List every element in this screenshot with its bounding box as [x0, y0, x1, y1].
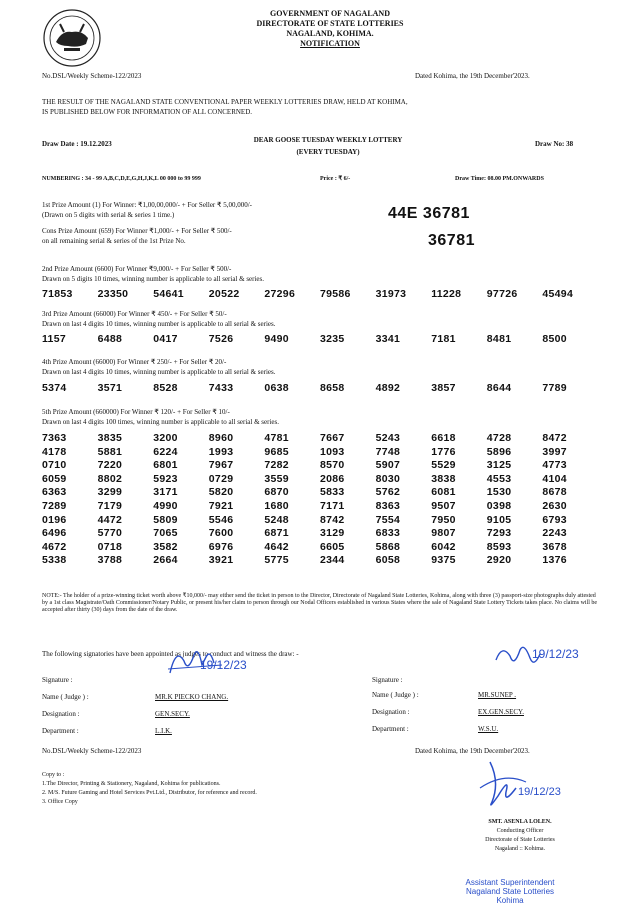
cons-prize-number: 36781	[428, 232, 475, 249]
note-text: NOTE:- The holder of a prize-winning ticket worth above ₹10,000/- may either send the ticket in person to the Director, Directorate of Nagaland State Lotteries, Kohima, along with three (3) passport-size photographs duly attested by a 1st class Magistrate/Oath Commissioner/Notary Public, or present his/her claim to person through our Nodal Officers established in various States where the sale of Nagaland State Lottery Tickets takes place. No claims will be accepted after thirty (30) days from the date of the draw.	[42, 593, 598, 613]
judge2-name-label: Name ( Judge ) :	[372, 691, 419, 699]
fifth-prize-number: 7950	[431, 513, 456, 526]
second-prize-numbers	[42, 288, 598, 300]
third-prize-number: 3235	[319, 333, 345, 345]
third-prize-number: 8500	[542, 333, 567, 345]
header-line3: NAGALAND, KOHIMA.	[286, 29, 374, 38]
fifth-prize-number: 5809	[153, 513, 178, 526]
footer-reference-number: No.DSL/Weekly Scheme-122/2023	[42, 747, 142, 755]
fifth-prize-number: 5529	[431, 459, 456, 472]
third-prize-line1: 3rd Prize Amount (66000) For Winner ₹ 450/- + For Seller ₹ 50/-	[42, 310, 227, 318]
fifth-prize-number: 1376	[542, 554, 567, 567]
cons-prize-line2: on all remaining serial & series of the 1st Prize No.	[42, 237, 186, 245]
fifth-prize-number: 5338	[42, 554, 67, 567]
conducting-officer-name: SMT. ASENLA LOLEN.	[488, 819, 552, 825]
fourth-prize-number: 7433	[208, 382, 234, 394]
fifth-prize-number: 2086	[319, 472, 345, 485]
fifth-prize-number: 8570	[319, 459, 345, 472]
header-line2: DIRECTORATE OF STATE LOTTERIES	[256, 19, 404, 28]
nagaland-emblem-logo	[42, 8, 102, 68]
second-prize-number: 11228	[431, 288, 462, 300]
fifth-prize-number: 0398	[486, 499, 512, 512]
judge1-name: MR.K PIECKO CHANG.	[155, 693, 229, 701]
fifth-prize-number: 1093	[319, 445, 345, 458]
fifth-prize-number: 9507	[431, 499, 456, 512]
fifth-prize-number: 3200	[153, 432, 178, 444]
fourth-prize-number: 8528	[153, 382, 178, 394]
first-prize-line1: 1st Prize Amount (1) For Winner: ₹1,00,00,000/- + For Seller ₹ 5,00,000/-	[42, 201, 252, 209]
fifth-prize-number: 5243	[375, 432, 401, 444]
second-prize-number: 20522	[208, 288, 240, 300]
judge1-department-label: Department :	[42, 727, 79, 735]
fifth-prize-number: 4178	[42, 445, 67, 458]
fourth-prize-number: 8644	[486, 382, 512, 394]
fifth-prize-number: 7293	[486, 527, 512, 540]
third-prize-number: 6488	[97, 333, 123, 345]
lottery-name: DEAR GOOSE TUESDAY WEEKLY LOTTERY	[253, 136, 403, 144]
judge2-designation: EX.GEN.SECY.	[478, 708, 524, 716]
second-prize-number: 79586	[319, 288, 351, 300]
second-prize-number: 97726	[486, 288, 518, 300]
fifth-prize-number: 0196	[42, 513, 67, 526]
fifth-prize-number: 6618	[431, 432, 456, 444]
fifth-prize-number: 2664	[153, 554, 178, 567]
fifth-prize-number: 5820	[208, 486, 234, 499]
conducting-officer-signed-date: 19/12/23	[518, 786, 561, 798]
fifth-prize-number: 6058	[375, 554, 401, 567]
stamp-line2: Nagaland State Lotteries	[465, 887, 555, 896]
fifth-prize-number: 5881	[97, 445, 123, 458]
judge1-designation: GEN.SECY.	[155, 710, 190, 718]
fifth-prize-number: 3921	[208, 554, 234, 567]
judge1-designation-label: Designation :	[42, 710, 80, 718]
copy-to-item: 3. Office Copy	[42, 799, 78, 805]
fifth-prize-number: 7363	[42, 432, 67, 444]
fifth-prize-number: 9375	[431, 554, 456, 567]
fifth-prize-line1: 5th Prize Amount (660000) For Winner ₹ 120/- + For Seller ₹ 10/-	[42, 408, 230, 416]
judge1-signed-date: 19/12/23	[200, 658, 247, 672]
draw-date: Draw Date : 19.12.2023	[42, 140, 112, 148]
fifth-prize-number: 1993	[208, 445, 234, 458]
fifth-prize-number: 2243	[542, 527, 567, 540]
fourth-prize-number: 8658	[319, 382, 345, 394]
fifth-prize-number: 4553	[486, 472, 512, 485]
fifth-prize-number: 9685	[264, 445, 289, 458]
judge2-department-label: Department :	[372, 725, 409, 733]
fifth-prize-number: 6870	[264, 486, 289, 499]
third-prize-numbers	[42, 333, 598, 345]
fifth-prize-number: 3559	[264, 472, 289, 485]
judge2-signature-label: Signature :	[372, 676, 403, 684]
conducting-officer-directorate: Directorate of State Lotteries	[485, 837, 555, 843]
fifth-prize-number: 4990	[153, 499, 178, 512]
fifth-prize-number: 5896	[486, 445, 512, 458]
fifth-prize-number: 4773	[542, 459, 567, 472]
official-stamp	[425, 878, 595, 905]
third-prize-line2: Drawn on last 4 digits 10 times, winning number is applicable to all serial & series.	[42, 320, 276, 328]
fifth-prize-number: 7065	[153, 527, 178, 540]
fifth-prize-number: 5868	[375, 540, 401, 553]
fifth-prize-number: 3582	[153, 540, 178, 553]
fifth-prize-number: 6976	[208, 540, 234, 553]
fourth-prize-number: 3857	[431, 382, 456, 394]
fifth-prize-number: 6081	[431, 486, 456, 499]
fifth-prize-number: 6801	[153, 459, 178, 472]
fifth-prize-number: 4472	[97, 513, 123, 526]
judge2-designation-label: Designation :	[372, 708, 410, 716]
judge1-signature-label: Signature :	[42, 676, 73, 684]
reference-number: No.DSL/Weekly Scheme-122/2023	[42, 72, 142, 80]
fifth-prize-number: 3678	[542, 540, 567, 553]
fifth-prize-number: 0710	[42, 459, 67, 472]
fifth-prize-number: 8802	[97, 472, 123, 485]
fifth-prize-number: 7171	[319, 499, 345, 512]
header-line4: NOTIFICATION	[300, 39, 360, 48]
fifth-prize-number: 5923	[153, 472, 178, 485]
fourth-prize-number: 4892	[375, 382, 401, 394]
fifth-prize-number: 8363	[375, 499, 401, 512]
fifth-prize-number: 7220	[97, 459, 123, 472]
second-prize-number: 27296	[264, 288, 296, 300]
conducting-officer-location: Nagaland :: Kohima.	[494, 846, 546, 852]
fifth-prize-number: 7600	[208, 527, 234, 540]
fifth-prize-number: 2920	[486, 554, 512, 567]
fifth-prize-number: 6042	[431, 540, 456, 553]
fifth-prize-number: 5833	[319, 486, 345, 499]
fifth-prize-number: 1776	[431, 445, 456, 458]
fifth-prize-number: 7289	[42, 499, 67, 512]
fifth-prize-number: 6059	[42, 472, 67, 485]
conducting-officer-title: Conducting Officer	[496, 828, 544, 834]
fifth-prize-number: 7282	[264, 459, 289, 472]
fifth-prize-number: 4781	[264, 432, 289, 444]
fifth-prize-number: 3125	[486, 459, 512, 472]
second-prize-number: 31973	[375, 288, 407, 300]
fifth-prize-number: 8742	[319, 513, 345, 526]
fifth-prize-number: 6833	[375, 527, 401, 540]
fifth-prize-number: 3299	[97, 486, 123, 499]
second-prize-number: 71853	[42, 288, 73, 300]
draw-number: Draw No: 38	[535, 140, 574, 148]
dated-text: Dated Kohima, the 19th December'2023.	[415, 72, 530, 80]
fifth-prize-number: 3997	[542, 445, 567, 458]
fifth-prize-number: 3171	[153, 486, 178, 499]
draw-time: Draw Time: 08.00 PM.ONWARDS	[455, 176, 544, 182]
price-text: Price : ₹ 6/-	[320, 176, 351, 182]
fifth-prize-number: 4728	[486, 432, 512, 444]
second-prize-number: 54641	[153, 288, 184, 300]
stamp-line1: Assistant Superintendent	[465, 878, 555, 887]
fifth-prize-numbers	[42, 432, 598, 568]
third-prize-number: 9490	[264, 333, 289, 345]
third-prize-number: 1157	[42, 333, 66, 345]
second-prize-line2: Drawn on 5 digits 10 times, winning number is applicable to all serial & series.	[42, 275, 265, 283]
fifth-prize-number: 5248	[264, 513, 289, 526]
fifth-prize-number: 4672	[42, 540, 67, 553]
fifth-prize-number: 6224	[153, 445, 178, 458]
fifth-prize-number: 8030	[375, 472, 401, 485]
copy-to-label: Copy to :	[42, 772, 65, 778]
fourth-prize-number: 0638	[264, 382, 289, 394]
fifth-prize-number: 8472	[542, 432, 567, 444]
fifth-prize-number: 4642	[264, 540, 289, 553]
fifth-prize-number: 5762	[375, 486, 401, 499]
fifth-prize-number: 9105	[486, 513, 512, 526]
fourth-prize-number: 7789	[542, 382, 567, 394]
fifth-prize-number: 6605	[319, 540, 345, 553]
third-prize-number: 3341	[375, 333, 401, 345]
second-prize-line1: 2nd Prize Amount (6600) For Winner ₹9,000/- + For Seller ₹ 500/-	[42, 265, 232, 273]
fifth-prize-number: 6793	[542, 513, 567, 526]
fourth-prize-line1: 4th Prize Amount (66000) For Winner ₹ 250/- + For Seller ₹ 20/-	[42, 358, 227, 366]
numbering-text: NUMBERING : 34 - 99 A,B,C,D,E,G,H,J,K,L 00 000 to 99 999	[42, 176, 201, 182]
fifth-prize-number: 3788	[97, 554, 123, 567]
fifth-prize-number: 4104	[542, 472, 567, 485]
header-line1: GOVERNMENT OF NAGALAND	[269, 9, 390, 18]
fourth-prize-number: 3571	[97, 382, 123, 394]
second-prize-number: 45494	[542, 288, 574, 300]
third-prize-number: 7181	[431, 333, 456, 345]
judge1-department: L.I.K.	[155, 727, 172, 735]
fifth-prize-number: 7921	[208, 499, 234, 512]
judge2-signed-date: 19/12/23	[532, 647, 579, 661]
fifth-prize-number: 5775	[264, 554, 289, 567]
fifth-prize-number: 3838	[431, 472, 456, 485]
fifth-prize-number: 6496	[42, 527, 67, 540]
fourth-prize-line2: Drawn on last 4 digits 10 times, winning number is applicable to all serial & series.	[42, 368, 276, 376]
third-prize-number: 8481	[486, 333, 512, 345]
third-prize-number: 7526	[208, 333, 234, 345]
fifth-prize-number: 7179	[97, 499, 123, 512]
fifth-prize-number: 8593	[486, 540, 512, 553]
copy-to-item: 1.The Director, Printing & Stationery, Nagaland, Kohima for publications.	[42, 781, 221, 787]
fifth-prize-number: 1680	[264, 499, 289, 512]
fifth-prize-number: 7967	[208, 459, 234, 472]
copy-to-item: 2. M/S. Future Gaming and Hotel Services Pvt.Ltd., Distributor, for reference and record.	[42, 790, 257, 796]
judge2-name: MR.SUNEP .	[478, 691, 517, 699]
stamp-line3: Kohima	[496, 896, 524, 905]
second-prize-number: 23350	[97, 288, 129, 300]
fifth-prize-number: 5907	[375, 459, 401, 472]
fifth-prize-number: 5546	[208, 513, 234, 526]
fifth-prize-number: 8960	[208, 432, 234, 444]
fifth-prize-number: 8678	[542, 486, 567, 499]
footer-dated-text: Dated Kohima, the 19th December'2023.	[415, 747, 530, 755]
fifth-prize-number: 6871	[264, 527, 289, 540]
fifth-prize-number: 7667	[319, 432, 345, 444]
fifth-prize-line2: Drawn on last 4 digits 100 times, winning number is applicable to all serial & series.	[42, 418, 279, 426]
cons-prize-line1: Cons Prize Amount (659) For Winner ₹1,000/- + For Seller ₹ 500/-	[42, 227, 232, 235]
signatories-intro: The following signatories have been appointed as judges to conduct and witness the draw: -	[42, 650, 299, 658]
fourth-prize-number: 5374	[42, 382, 67, 394]
first-prize-number: 44E 36781	[388, 205, 470, 222]
intro-line1: THE RESULT OF THE NAGALAND STATE CONVENTIONAL PAPER WEEKLY LOTTERIES DRAW, HELD AT KOHIMA,	[42, 98, 408, 106]
fifth-prize-number: 7748	[375, 445, 401, 458]
fifth-prize-number: 1530	[486, 486, 512, 499]
lottery-subtitle: (EVERY TUESDAY)	[296, 147, 360, 156]
fifth-prize-number: 2344	[319, 554, 345, 567]
fifth-prize-number: 7554	[375, 513, 401, 526]
fifth-prize-number: 0729	[208, 472, 234, 485]
fifth-prize-number: 3129	[319, 527, 345, 540]
third-prize-number: 0417	[153, 333, 178, 345]
conducting-officer-signature	[470, 752, 540, 812]
first-prize-line2: (Drawn on 5 digits with serial & series 1 time.)	[42, 211, 175, 219]
fifth-prize-number: 9807	[431, 527, 456, 540]
fifth-prize-number: 0718	[97, 540, 123, 553]
fifth-prize-number: 3835	[97, 432, 123, 444]
fifth-prize-number: 5770	[97, 527, 123, 540]
fifth-prize-number: 6363	[42, 486, 67, 499]
judge2-department: W.S.U.	[478, 725, 499, 733]
fourth-prize-numbers	[42, 382, 598, 394]
intro-line2: IS PUBLISHED BELOW FOR INFORMATION OF ALL CONCERNED.	[42, 108, 253, 116]
judge1-name-label: Name ( Judge ) :	[42, 693, 89, 701]
fifth-prize-number: 2630	[542, 499, 567, 512]
